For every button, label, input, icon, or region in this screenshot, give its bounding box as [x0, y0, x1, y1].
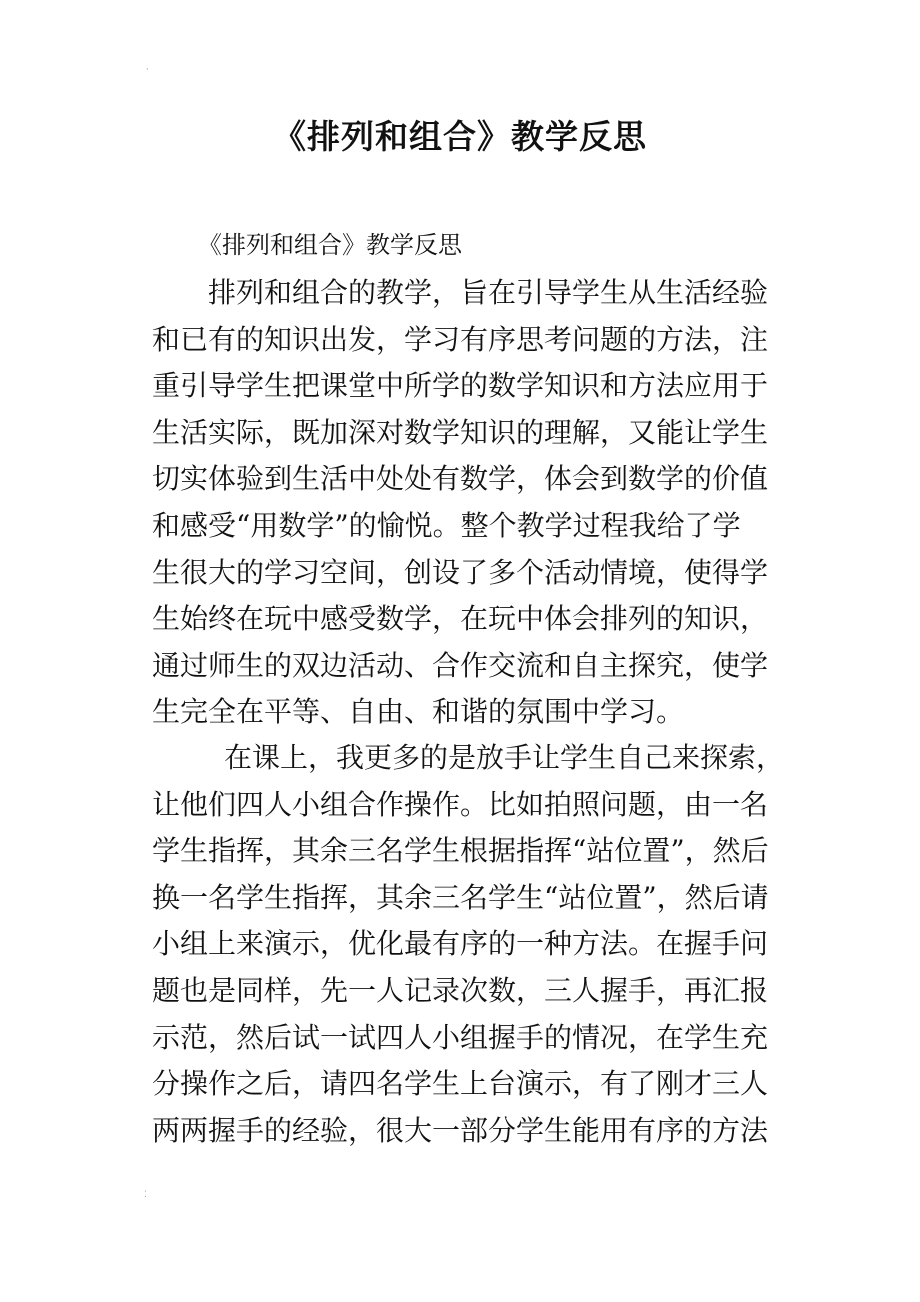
paragraph-2 — [152, 735, 785, 1154]
paragraph-line: 通过师生的双边活动、合作交流和自主探究，使学 — [152, 648, 769, 682]
paragraph-line: 生很大的学习空间，创设了多个活动情境，使得学 — [152, 555, 769, 589]
paragraph-line: 重引导学生把课堂中所学的数学知识和方法应用于 — [152, 369, 769, 403]
paragraph-line: 排列和组合的教学，旨在引导学生从生活经验 — [208, 276, 769, 309]
paragraph-line: 分操作之后，请四名学生上台演示，有了刚才三人 — [152, 1067, 769, 1101]
paragraph-line: 生完全在平等、自由、和谐的氛围中学习。 — [152, 695, 685, 729]
paragraph-line: 让他们四人小组合作操作。比如拍照问题，由一名 — [152, 787, 769, 821]
paragraph-line: 生始终在玩中感受数学，在玩中体会排列的知识， — [152, 602, 769, 636]
paragraph-1 — [152, 270, 774, 736]
paragraph-line: 和已有的知识出发，学习有序思考问题的方法，注 — [152, 322, 769, 356]
paragraph-line: 两两握手的经验，很大一部分学生能用有序的方法 — [152, 1113, 769, 1147]
paragraph-line: 和感受“用数学”的愉悦。整个教学过程我给了学 — [152, 508, 741, 542]
paragraph-line: 生活实际，既加深对数学知识的理解，又能让学生 — [152, 415, 769, 449]
paragraph-line: 换一名学生指挥，其余三名学生“站位置”，然后请 — [152, 880, 769, 914]
scan-mark-top: ˑ — [146, 66, 150, 76]
document-subtitle: 《排列和组合》教学反思 — [198, 231, 462, 259]
page-title: 《排列和组合》教学反思 — [273, 117, 647, 156]
paragraph-line: 切实体验到生活中处处有数学，体会到数学的价值 — [152, 462, 769, 496]
paragraph-line: 示范，然后试一试四人小组握手的情况，在学生充 — [152, 1020, 769, 1054]
scan-mark-bottom: ⁚ — [144, 1190, 147, 1200]
paragraph-line: 题也是同样，先一人记录次数，三人握手，再汇报 — [152, 973, 769, 1007]
paragraph-line: 在课上，我更多的是放手让学生自己来探索， — [224, 741, 785, 774]
paragraph-line: 学生指挥，其余三名学生根据指挥“站位置”，然后 — [152, 834, 769, 868]
paragraph-line: 小组上来演示，优化最有序的一种方法。在握手问 — [152, 927, 769, 961]
